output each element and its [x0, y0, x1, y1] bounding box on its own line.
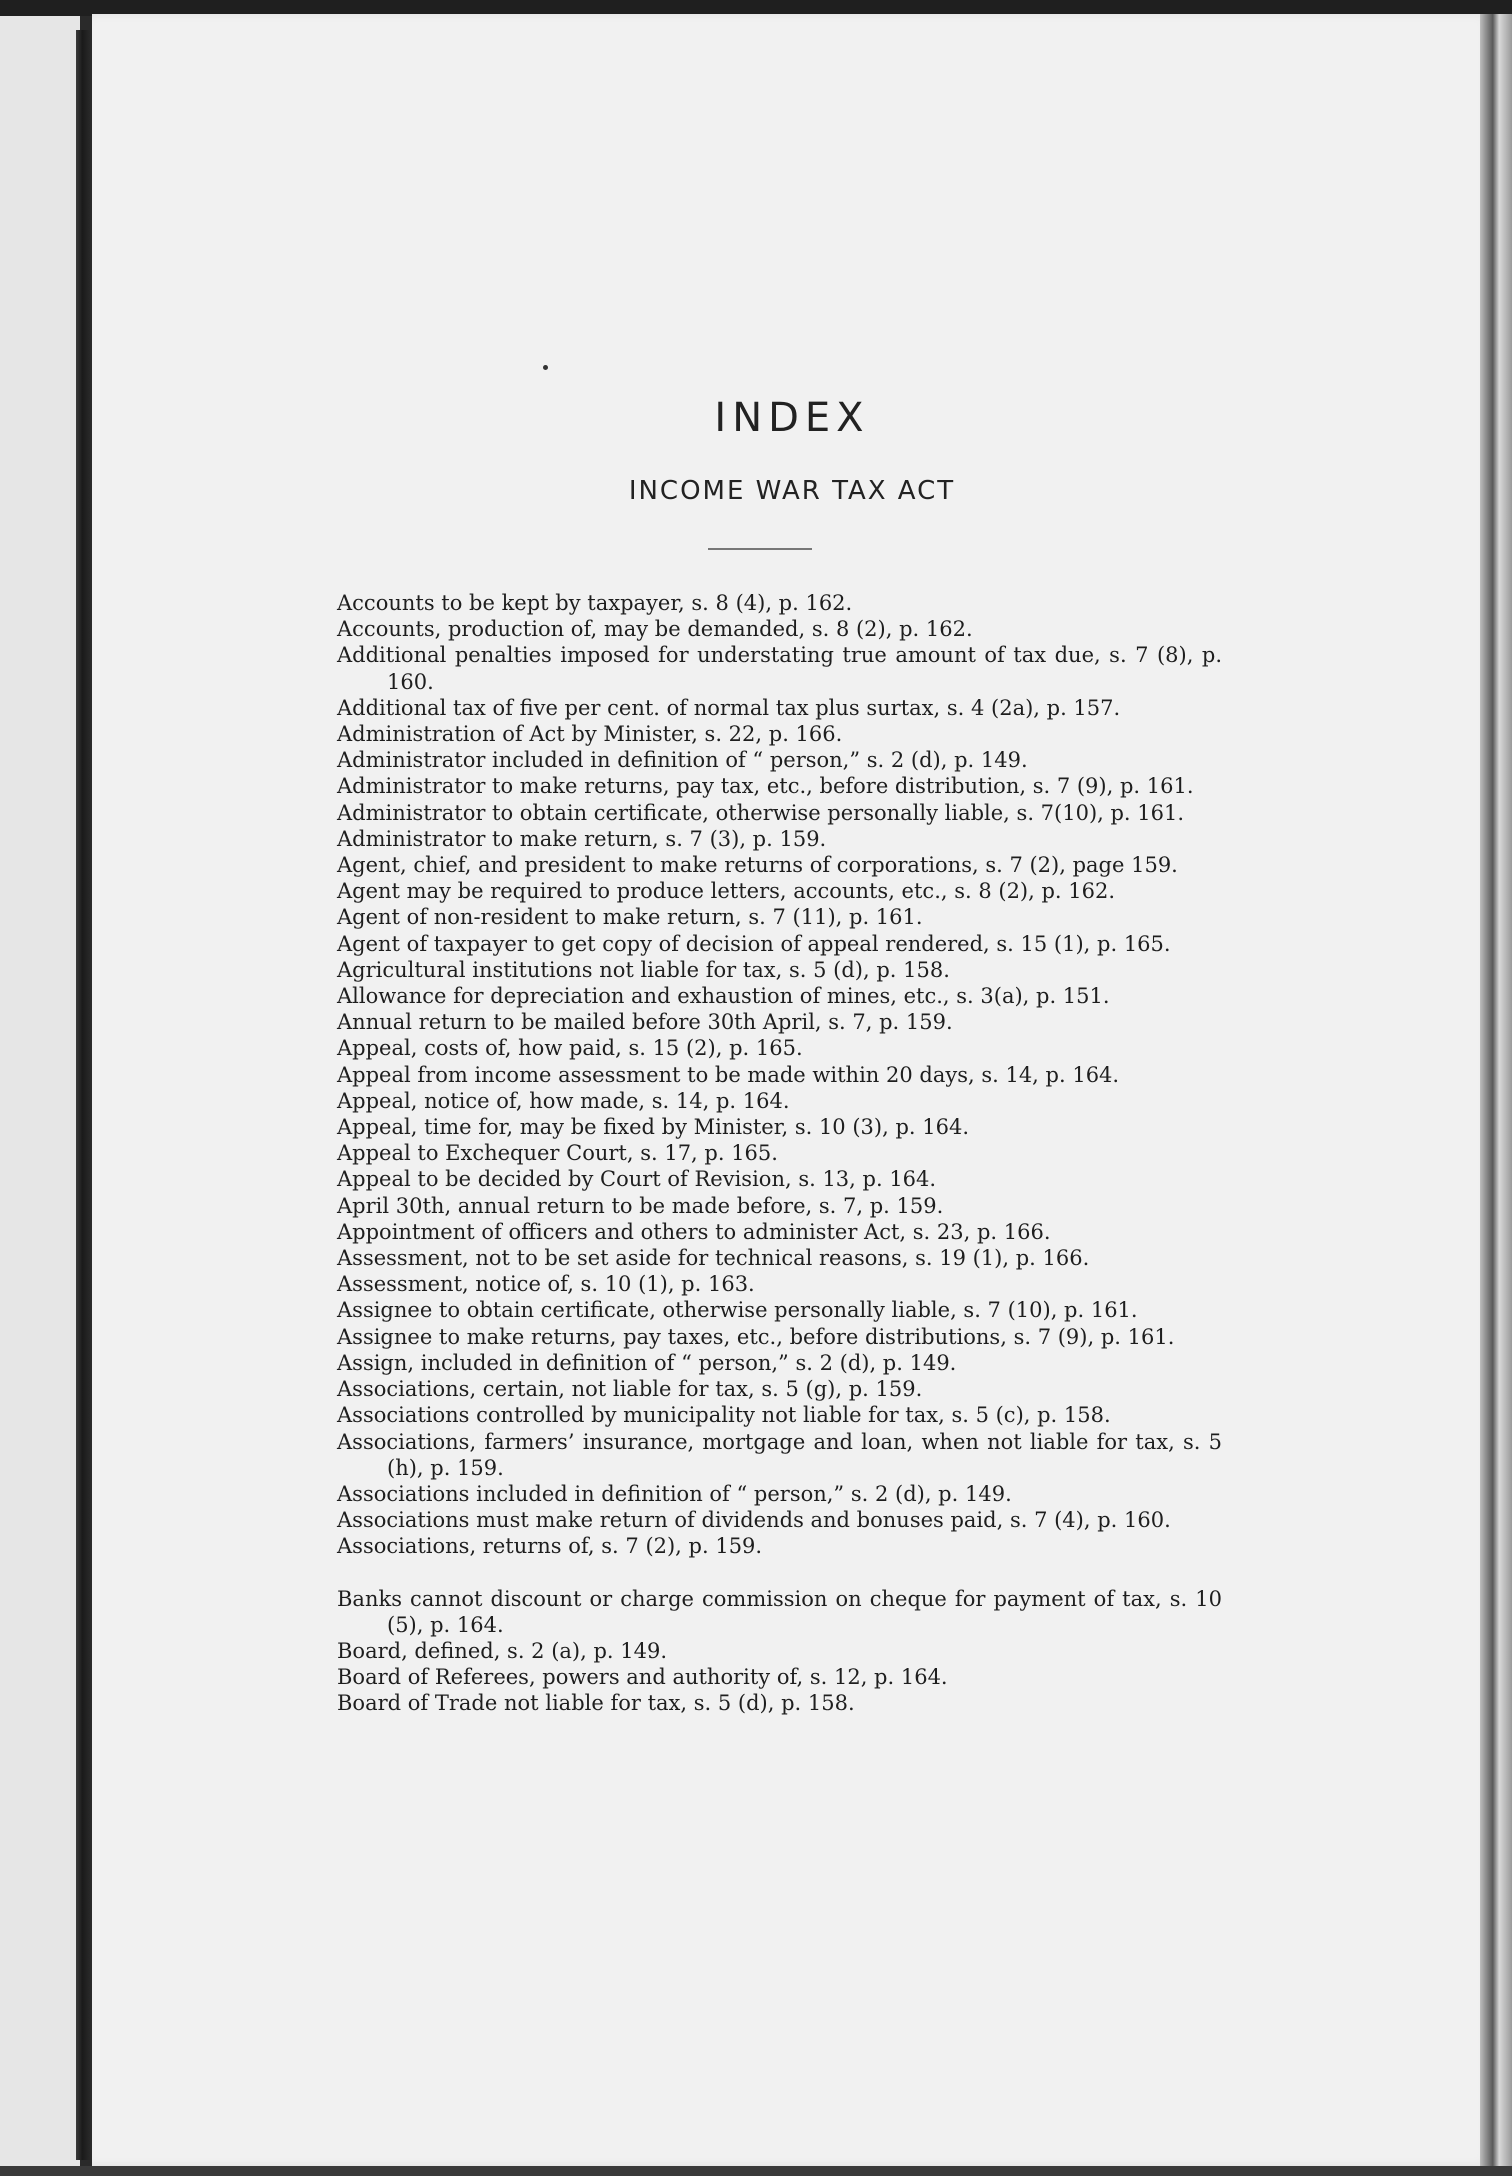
index-entry: Appeal from income assessment to be made within 20 days, s. 14, p. 164.: [337, 1062, 1120, 1087]
index-entry: Assignee to obtain certificate, otherwise personally liable, s. 7 (10), p. 161.: [337, 1298, 1138, 1323]
index-entry: Assign, included in definition of “ person,” s. 2 (d), p. 149.: [337, 1350, 957, 1375]
index-entry: April 30th, annual return to be made before, s. 7, p. 159.: [337, 1193, 944, 1218]
index-entry: Accounts to be kept by taxpayer, s. 8 (4), p. 162.: [337, 591, 853, 615]
left-page-edge: [0, 16, 80, 2176]
index-entry: Appeal, costs of, how paid, s. 15 (2), p. 165.: [337, 1036, 803, 1061]
index-entry: Agent, chief, and president to make returns of corporations, s. 7 (2), page 159.: [337, 853, 1178, 878]
index-entry: Banks cannot discount or charge commission on cheque for payment of tax, s. 10 (5), p. 164.: [337, 1586, 1222, 1637]
index-entry: Associations, returns of, s. 7 (2), p. 159.: [337, 1534, 763, 1559]
index-entry: Agricultural institutions not liable for tax, s. 5 (d), p. 158.: [337, 957, 950, 982]
index-entry: Administrator included in definition of “ person,” s. 2 (d), p. 149.: [337, 748, 1028, 773]
index-entry: Administrator to make return, s. 7 (3), p. 159.: [337, 826, 827, 851]
index-entry: Appeal to be decided by Court of Revision, s. 13, p. 164.: [337, 1167, 937, 1192]
index-entries: [337, 590, 1222, 1717]
index-entry: Board, defined, s. 2 (a), p. 149.: [337, 1638, 668, 1663]
index-entry: Additional penalties imposed for understating true amount of tax due, s. 7 (8), p. 160.: [337, 643, 1222, 694]
page-subtitle: INCOME WAR TAX ACT: [628, 476, 956, 506]
index-entry: Appeal to Exchequer Court, s. 17, p. 165.: [337, 1141, 778, 1166]
index-entry: Associations, farmers’ insurance, mortgage and loan, when not liable for tax, s. 5 (h), p. 159.: [337, 1429, 1222, 1480]
index-entry: Annual return to be mailed before 30th April, s. 7, p. 159.: [337, 1010, 953, 1035]
index-entry: Agent may be required to produce letters, accounts, etc., s. 8 (2), p. 162.: [337, 879, 1116, 904]
index-entry: Board of Trade not liable for tax, s. 5 (d), p. 158.: [337, 1691, 855, 1716]
index-entry: Associations controlled by municipality not liable for tax, s. 5 (c), p. 158.: [337, 1403, 1111, 1428]
index-entry: Administration of Act by Minister, s. 22, p. 166.: [337, 722, 843, 747]
page-title: INDEX: [714, 395, 870, 441]
right-page-edge: [1480, 14, 1512, 2176]
index-entry: Appeal, time for, may be fixed by Minister, s. 10 (3), p. 164.: [337, 1115, 969, 1140]
index-entry: Agent of non-resident to make return, s. 7 (11), p. 161.: [337, 905, 923, 930]
section-gap: [337, 1560, 1222, 1586]
index-entry: Appointment of officers and others to administer Act, s. 23, p. 166.: [337, 1219, 1051, 1244]
index-entry: Board of Referees, powers and authority of, s. 12, p. 164.: [337, 1665, 948, 1690]
bottom-edge: [0, 2166, 1512, 2176]
index-entry: Administrator to obtain certificate, otherwise personally liable, s. 7(10), p. 161.: [337, 800, 1185, 825]
index-entry: Appeal, notice of, how made, s. 14, p. 164.: [337, 1088, 790, 1113]
index-entry: Accounts, production of, may be demanded, s. 8 (2), p. 162.: [337, 617, 973, 642]
index-entry: Assessment, notice of, s. 10 (1), p. 163.: [337, 1272, 755, 1297]
index-entry: Associations must make return of dividends and bonuses paid, s. 7 (4), p. 160.: [337, 1508, 1171, 1533]
index-entry: Agent of taxpayer to get copy of decision of appeal rendered, s. 15 (1), p. 165.: [337, 931, 1171, 956]
title-divider: [708, 548, 812, 550]
book-spine: [76, 30, 92, 2160]
index-entry: Associations, certain, not liable for tax, s. 5 (g), p. 159.: [337, 1377, 923, 1402]
index-entry: Additional tax of five per cent. of normal tax plus surtax, s. 4 (2a), p. 157.: [337, 695, 1121, 720]
index-entry: Allowance for depreciation and exhaustion of mines, etc., s. 3(a), p. 151.: [337, 984, 1110, 1009]
index-entry: Assessment, not to be set aside for technical reasons, s. 19 (1), p. 166.: [337, 1246, 1090, 1271]
index-entry: Assignee to make returns, pay taxes, etc., before distributions, s. 7 (9), p. 161.: [337, 1324, 1175, 1349]
ink-speck: [543, 365, 548, 370]
index-entry: Associations included in definition of “ person,” s. 2 (d), p. 149.: [337, 1481, 1012, 1506]
index-entry: Administrator to make returns, pay tax, etc., before distribution, s. 7 (9), p. 161.: [337, 774, 1194, 799]
